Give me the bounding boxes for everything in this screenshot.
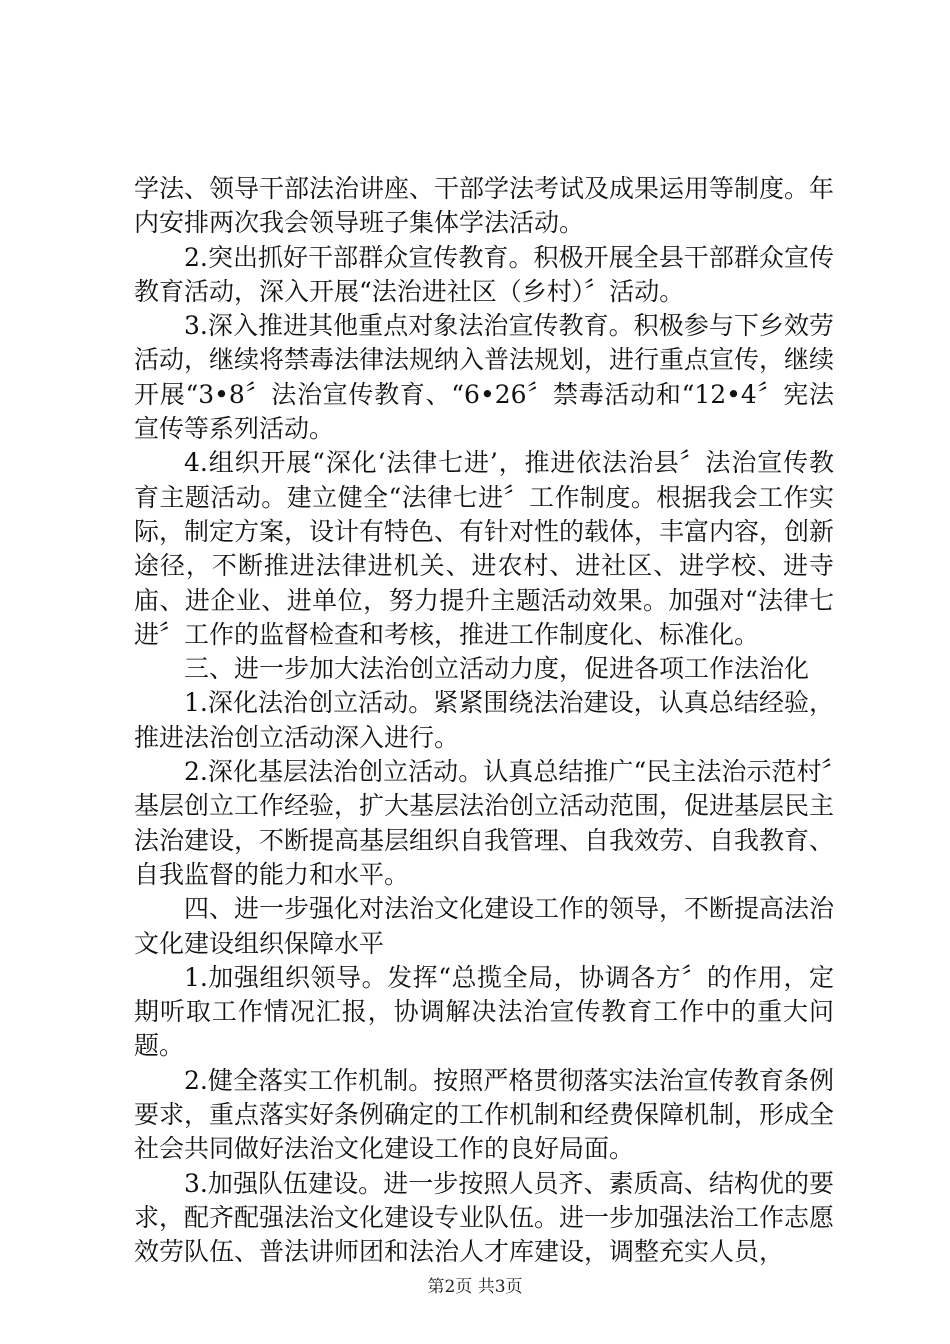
paragraph-item-2: 2.突出抓好干部群众宣传教育。积极开展全县干部群众宣传教育活动，深入开展“法治进社区（乡村）〞活动。 bbox=[134, 242, 834, 306]
paragraph-item-4-2: 2.健全落实工作机制。按照严格贯彻落实法治宣传教育条例要求，重点落实好条例确定的工作机制和经费保障机制，形成全社会共同做好法治文化建设工作的良好局面。 bbox=[134, 1065, 835, 1164]
paragraph-item-4-3: 3.加强队伍建设。进一步按照人员齐、素质高、结构优的要求，配齐配强法治文化建设专业队伍。进一步加强法治工作志愿效劳队伍、普法讲师团和法治人才库建设，调整充实人员， bbox=[134, 1168, 835, 1267]
paragraph-continuation: 学法、领导干部法治讲座、干部学法考试及成果运用等制度。年内安排两次我会领导班子集体学法活动。 bbox=[134, 174, 835, 238]
section-heading-3: 三、进一步加大法治创立活动力度，促进各项工作法治化 bbox=[184, 654, 810, 684]
page-number-footer: 第2页 共3页 bbox=[427, 1277, 523, 1297]
paragraph-item-3-2: 2.深化基层法治创立活动。认真总结推广“民主法治示范村〞基层创立工作经验，扩大基层法治创立活动范围，促进基层民主法治建设，不断提高基层组织自我管理、自我效劳、自我教育、自我监督的能力和水平。 bbox=[134, 757, 835, 889]
paragraph-item-3: 3.深入推进其他重点对象法治宣传教育。积极参与下乡效劳活动，继续将禁毒法律法规纳入普法规划，进行重点宣传，继续开展“3•8〞法治宣传教育、“6•26〞禁毒活动和“12•4〞宪法宣传等系列活动。 bbox=[134, 311, 835, 444]
document-body bbox=[134, 172, 834, 1270]
section-heading-4: 四、进一步强化对法治文化建设工作的领导，不断提高法治文化建设组织保障水平 bbox=[134, 894, 835, 958]
paragraph-item-4-1: 1.加强组织领导。发挥“总揽全局，协调各方〞的作用，定期听取工作情况汇报，协调解决法治宣传教育工作中的重大问题。 bbox=[134, 962, 834, 1061]
paragraph-item-4: 4.组织开展“深化‘法律七进’，推进依法治县〞法治宣传教育主题活动。建立健全“法律七进〞工作制度。根据我会工作实际，制定方案，设计有特色、有针对性的载体，丰富内容，创新途径，不断推进法律进机关、进农村、进社区、进学校、进寺庙、进企业、进单位，努力提升主题活动效果。加强对“法律七进〞工作的监督检查和考核，推进工作制度化、标准化。 bbox=[134, 448, 835, 649]
paragraph-item-3-1: 1.深化法治创立活动。紧紧围绕法治建设，认真总结经验，推进法治创立活动深入进行。 bbox=[134, 688, 834, 752]
